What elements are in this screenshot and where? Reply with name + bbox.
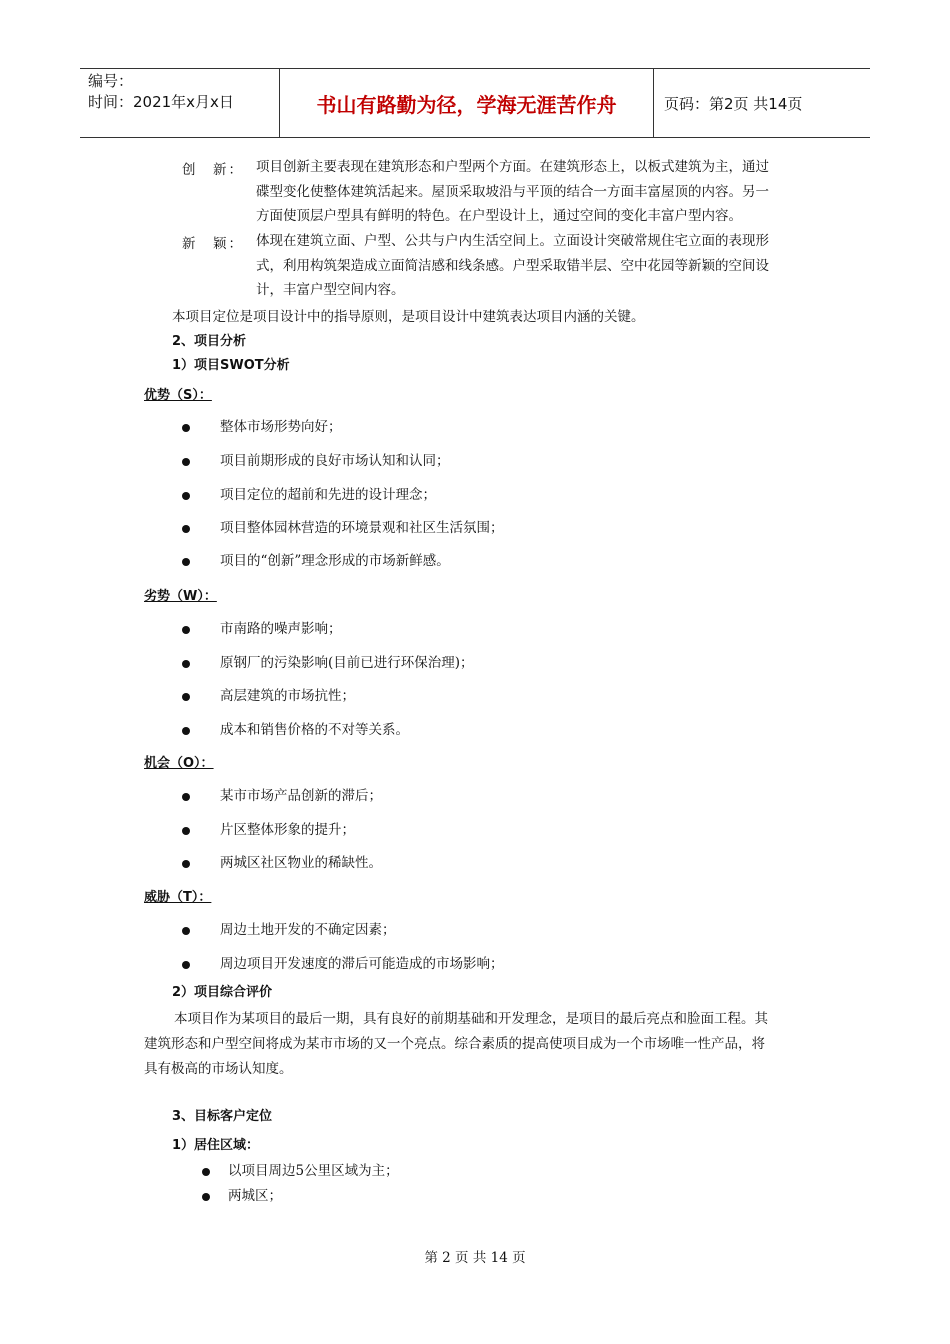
list-item: 高层建筑的市场抗性； [182, 684, 355, 704]
list-item: 项目整体园林营造的环境景观和社区生活氛围； [182, 516, 504, 536]
bullet-icon [182, 458, 190, 466]
bullet-icon [182, 660, 190, 668]
list-item: 片区整体形象的提升； [182, 818, 355, 838]
innovation-line: 碟型变化使整体建筑活起来。屋顶采取坡沿与平顶的结合一方面丰富屋顶的内容。另一 [256, 183, 769, 200]
evaluation-paragraph [144, 1007, 816, 1082]
novelty-line: 体现在建筑立面、户型、公共与户内生活空间上。立面设计突破常规住宅立面的表现形 [256, 233, 769, 249]
list-item: 整体市场形势向好； [182, 415, 342, 435]
list-item: 两城区； [202, 1184, 282, 1204]
evaluation-line: 本项目作为某项目的最后一期，具有良好的前期基础和开发理念，是项目的最后亮点和脸面工程。其 [174, 1011, 768, 1027]
innovation-line: 项目创新主要表现在建筑形态和户型两个方面。在建筑形态上，以板式建筑为主，通过 [256, 159, 769, 175]
list-item: 成本和销售价格的不对等关系。 [182, 718, 409, 738]
evaluation-subtitle: 2）项目综合评价 [172, 985, 273, 1000]
bullet-icon [182, 793, 190, 801]
bullet-icon [182, 827, 190, 835]
bullet-icon [182, 961, 190, 969]
doc-number-label: 编号： [88, 72, 134, 90]
bullet-icon [182, 558, 190, 566]
bullet-icon [182, 693, 190, 701]
novelty-line: 计，丰富户型空间内容。 [256, 282, 405, 298]
bullet-icon [182, 424, 190, 432]
evaluation-line: 具有极高的市场认知度。 [144, 1061, 293, 1077]
novelty-term: 新 颖： [182, 236, 244, 252]
bullet-icon [182, 525, 190, 533]
page-footer: 第 2 页 共 14 页 [424, 1250, 526, 1266]
innovation-description [256, 155, 816, 229]
list-item: 以项目周边5公里区域为主； [202, 1159, 399, 1179]
list-item: 项目前期形成的良好市场认知和认同； [182, 449, 450, 469]
list-item: 市南路的噪声影响； [182, 617, 342, 637]
bullet-icon [182, 860, 190, 868]
section2-title: 2、项目分析 [172, 334, 247, 349]
header-page-number: 页码：第2页 共14页 [664, 94, 803, 113]
positioning-note: 本项目定位是项目设计中的指导原则，是项目设计中建筑表达项目内涵的关键。 [172, 309, 645, 325]
evaluation-line: 建筑形态和户型空间将成为某市市场的又一个亮点。综合素质的提高使项目成为一个市场唯一性产品，将 [144, 1036, 765, 1052]
bullet-icon [182, 727, 190, 735]
bullet-icon [182, 492, 190, 500]
list-item: 项目定位的超前和先进的设计理念； [182, 483, 436, 503]
opportunities-heading: 机会（O）： [144, 756, 214, 771]
page-header [80, 68, 870, 138]
bullet-icon [202, 1193, 210, 1201]
list-item: 两城区社区物业的稀缺性。 [182, 851, 382, 871]
list-item: 周边项目开发速度的滞后可能造成的市场影响； [182, 952, 504, 972]
list-item: 项目的“创新”理念形成的市场新鲜感。 [182, 549, 450, 569]
weaknesses-heading: 劣势（W）： [144, 589, 217, 604]
threats-heading: 威胁（T）： [144, 890, 212, 905]
swot-subtitle: 1）项目SWOT分析 [172, 358, 290, 373]
bullet-icon [182, 626, 190, 634]
section3-title: 3、目标客户定位 [172, 1109, 273, 1124]
list-item: 原钢厂的污染影响(目前已进行环保治理)； [182, 651, 474, 671]
novelty-line: 式，利用构筑架造成立面简洁感和线条感。户型采取错半层、空中花园等新颖的空间设 [256, 257, 769, 274]
header-meta [80, 69, 280, 137]
bullet-icon [202, 1168, 210, 1176]
header-motto: 书山有路勤为径，学海无涯苦作舟 [280, 69, 654, 137]
innovation-line: 方面使顶层户型具有鲜明的特色。在户型设计上，通过空间的变化丰富户型内容。 [256, 208, 742, 224]
strengths-heading: 优势（S）： [144, 388, 212, 403]
doc-date-label: 时间：2021年x月x日 [88, 93, 234, 111]
residence-subtitle: 1）居住区域： [172, 1138, 260, 1153]
novelty-description [256, 229, 816, 303]
innovation-term: 创 新： [182, 162, 244, 178]
bullet-icon [182, 927, 190, 935]
list-item: 某市市场产品创新的滞后； [182, 784, 382, 804]
list-item: 周边土地开发的不确定因素； [182, 918, 396, 938]
